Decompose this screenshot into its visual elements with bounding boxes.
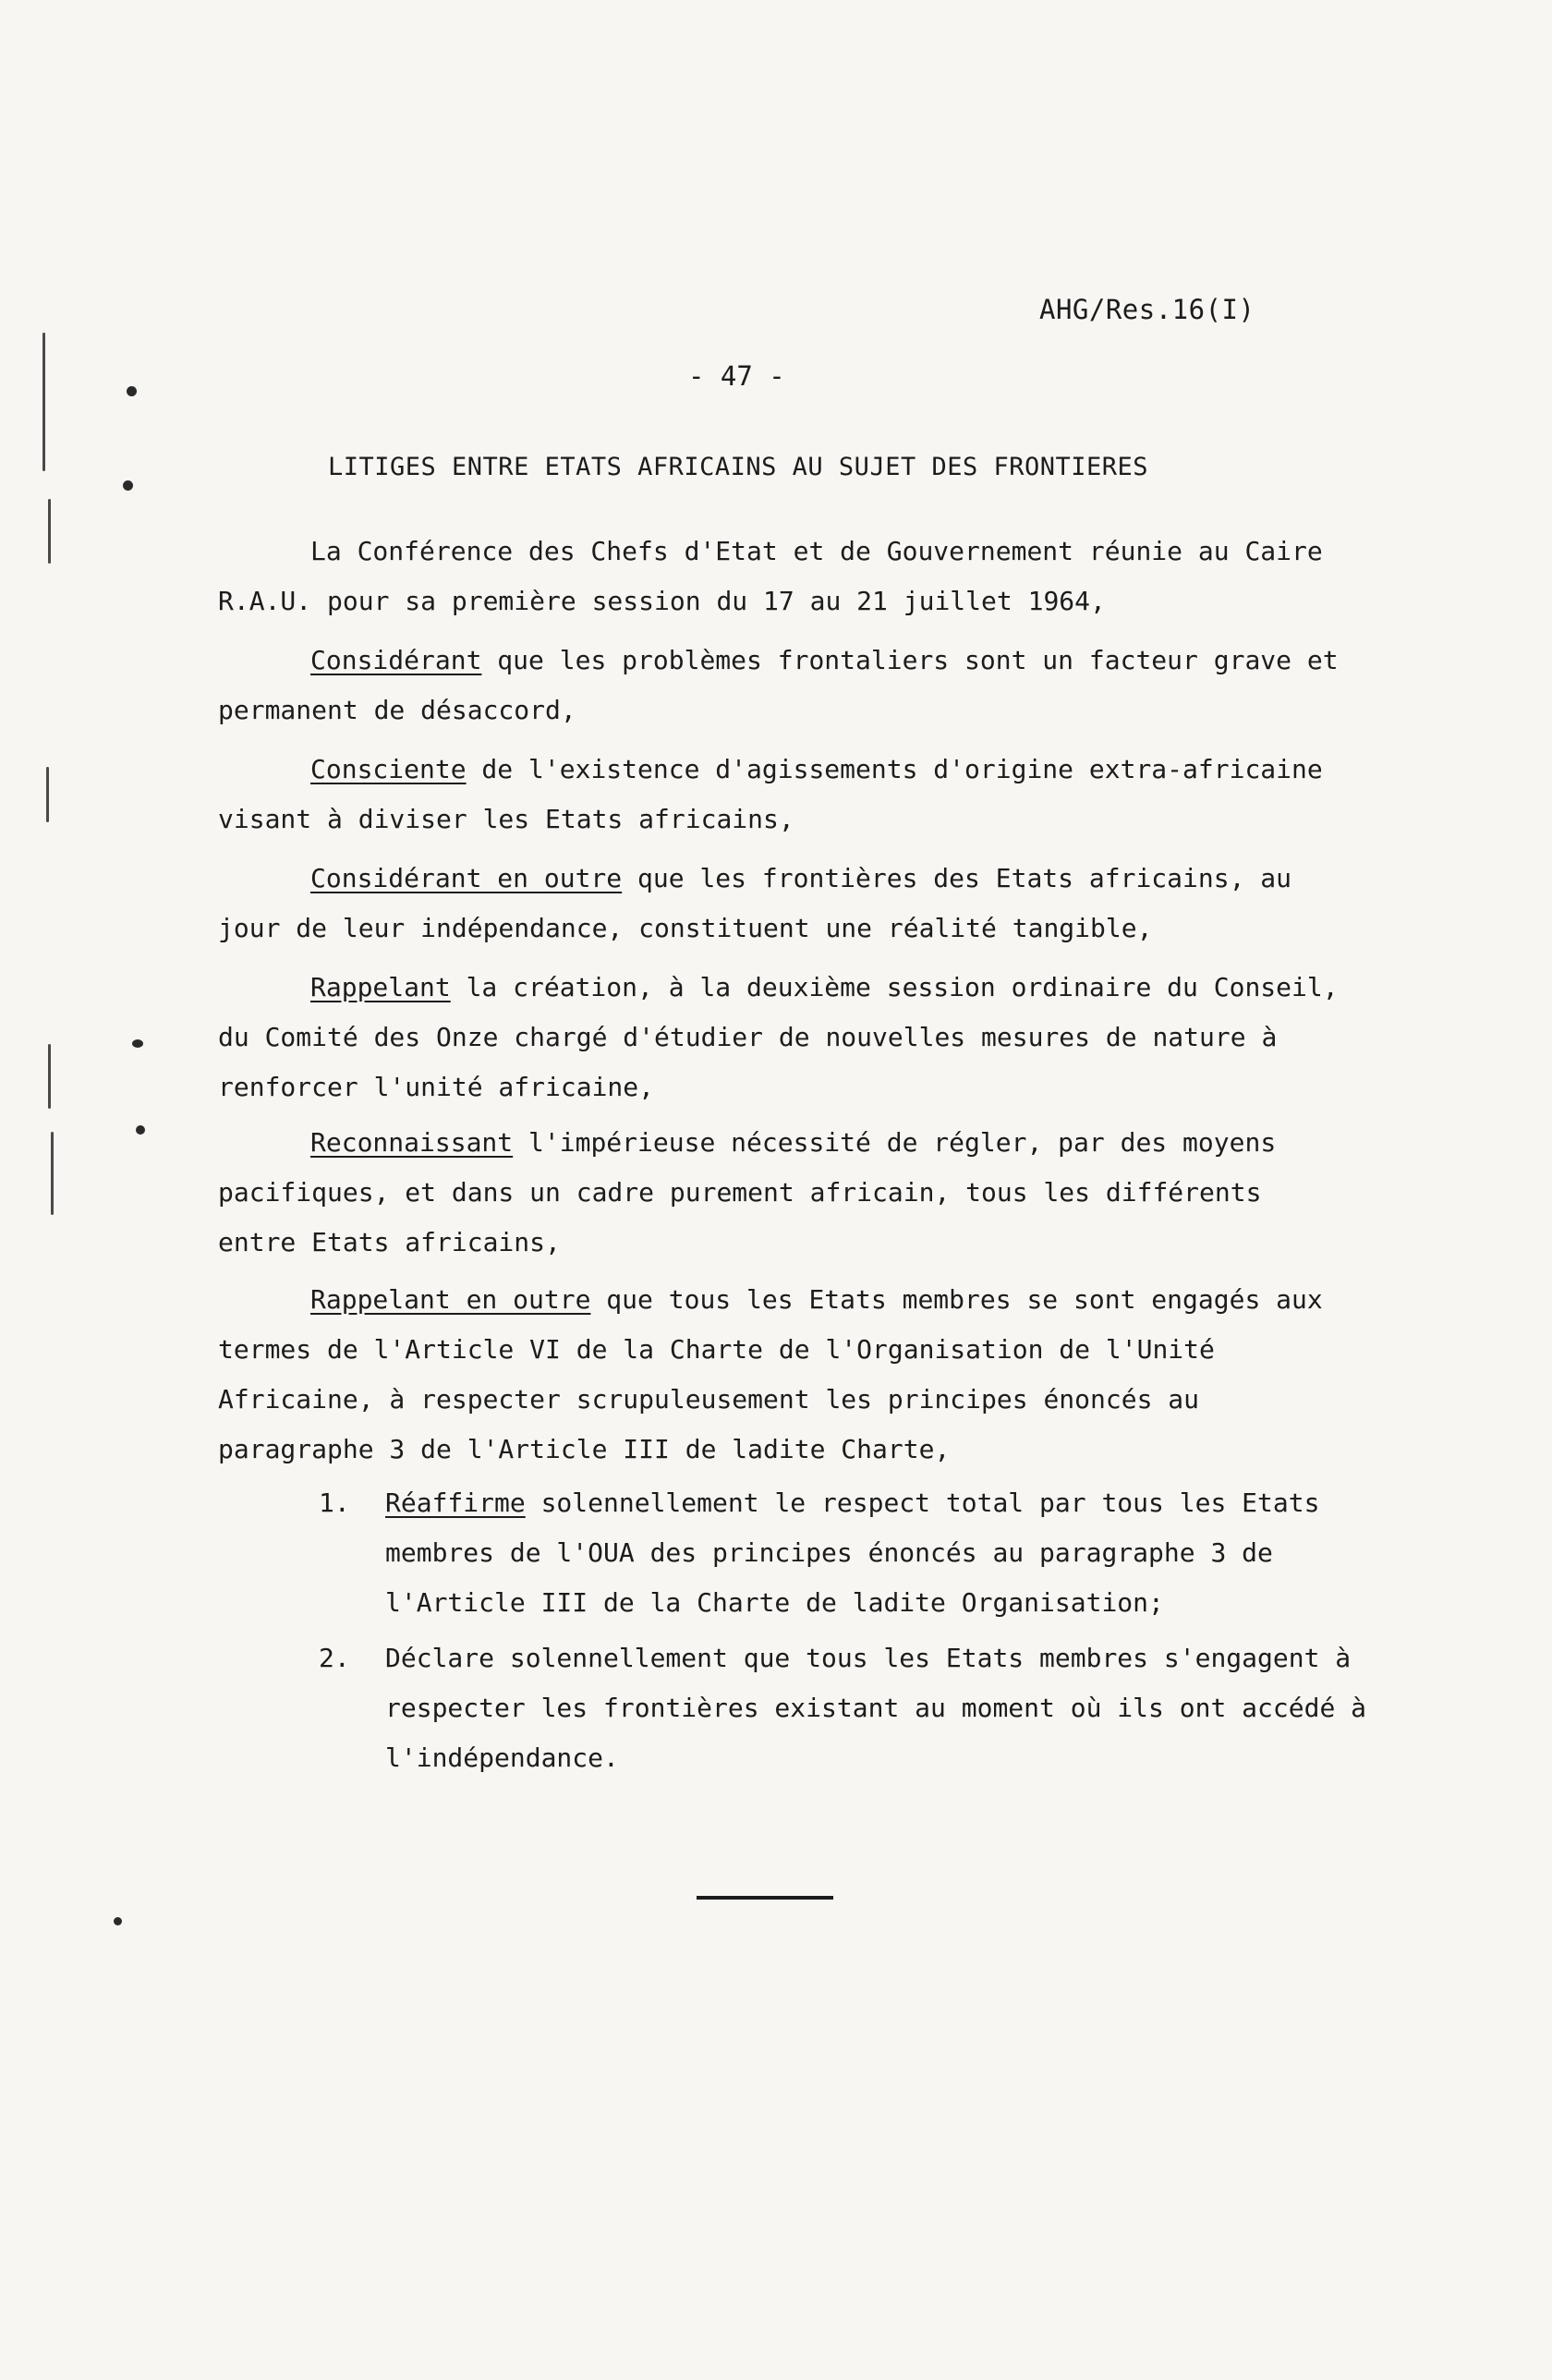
punch-hole-mark <box>123 480 133 491</box>
page-number: - 47 - <box>688 360 785 392</box>
operative-keyword: Réaffirme <box>385 1488 526 1518</box>
binding-edge-mark <box>46 767 49 822</box>
operative-number: 2. <box>319 1643 350 1673</box>
preamble-intro-text: La Conférence des Chefs d'Etat et de Gouvernement réunie au Caire R.A.U. pour sa première session du 17 au 21 juillet 1964, <box>218 536 1323 616</box>
operative-body <box>385 1633 1372 1783</box>
binding-edge-mark <box>51 1132 54 1215</box>
clause-text: l'impérieuse nécessité de régler, par des moyens pacifiques, et dans un cadre purement africain, tous les différents entre Etats africains, <box>218 1127 1277 1257</box>
clause-text: que les problèmes frontaliers sont un facteur grave et permanent de désaccord, <box>218 645 1339 725</box>
operative-clause <box>319 1478 1372 1628</box>
preamble-clause <box>218 854 1354 953</box>
clause-text: la création, à la deuxième session ordinaire du Conseil, du Comité des Onze chargé d'étudier de nouvelles mesures de nature à renforcer l'unité africaine, <box>218 972 1339 1102</box>
clause-keyword: Considérant en outre <box>310 863 623 893</box>
closing-rule <box>697 1896 833 1900</box>
preamble-clause <box>218 636 1354 735</box>
clause-text: que tous les Etats membres se sont engagés aux termes de l'Article VI de la Charte de l'Organisation de l'Unité Africaine, à respecter scrupuleusement les principes énoncés au paragraphe 3 de l'Article III de ladite Charte, <box>218 1284 1323 1464</box>
binding-edge-mark <box>42 333 45 471</box>
operative-text: solennellement le respect total par tous les Etats membres de l'OUA des principes énoncés au paragraphe 3 de l'Article III de la Charte de ladite Organisation; <box>385 1488 1320 1618</box>
document-title: LITIGES ENTRE ETATS AFRICAINS AU SUJET DES FRONTIERES <box>328 453 1149 481</box>
binding-edge-mark <box>48 1044 51 1109</box>
clause-keyword: Rappelant en outre <box>310 1284 591 1315</box>
preamble-intro <box>218 527 1354 626</box>
punch-hole-mark <box>114 1917 122 1925</box>
clause-text: de l'existence d'agissements d'origine extra-africaine visant à diviser les Etats africains, <box>218 754 1323 834</box>
punch-hole-mark <box>136 1125 145 1135</box>
punch-hole-mark <box>127 386 137 396</box>
clause-keyword: Consciente <box>310 754 467 784</box>
binding-edge-mark <box>48 499 51 564</box>
preamble-clause <box>218 1118 1354 1268</box>
preamble-clause <box>218 1275 1354 1475</box>
punch-hole-mark <box>132 1039 143 1048</box>
clause-keyword: Rappelant <box>310 972 451 1002</box>
clause-text: que les frontières des Etats africains, au jour de leur indépendance, constituent une réalité tangible, <box>218 863 1292 943</box>
preamble-clause <box>218 745 1354 844</box>
operative-text: Déclare solennellement que tous les Etats membres s'engagent à respecter les frontières existant au moment où ils ont accédé à l'indépendance. <box>385 1643 1367 1773</box>
resolution-reference: AHG/Res.16(I) <box>1039 294 1255 325</box>
preamble-clause <box>218 963 1354 1112</box>
operative-number: 1. <box>319 1488 350 1518</box>
clause-keyword: Reconnaissant <box>310 1127 514 1158</box>
operative-clause <box>319 1633 1372 1783</box>
clause-keyword: Considérant <box>310 645 482 675</box>
operative-body <box>385 1478 1372 1628</box>
